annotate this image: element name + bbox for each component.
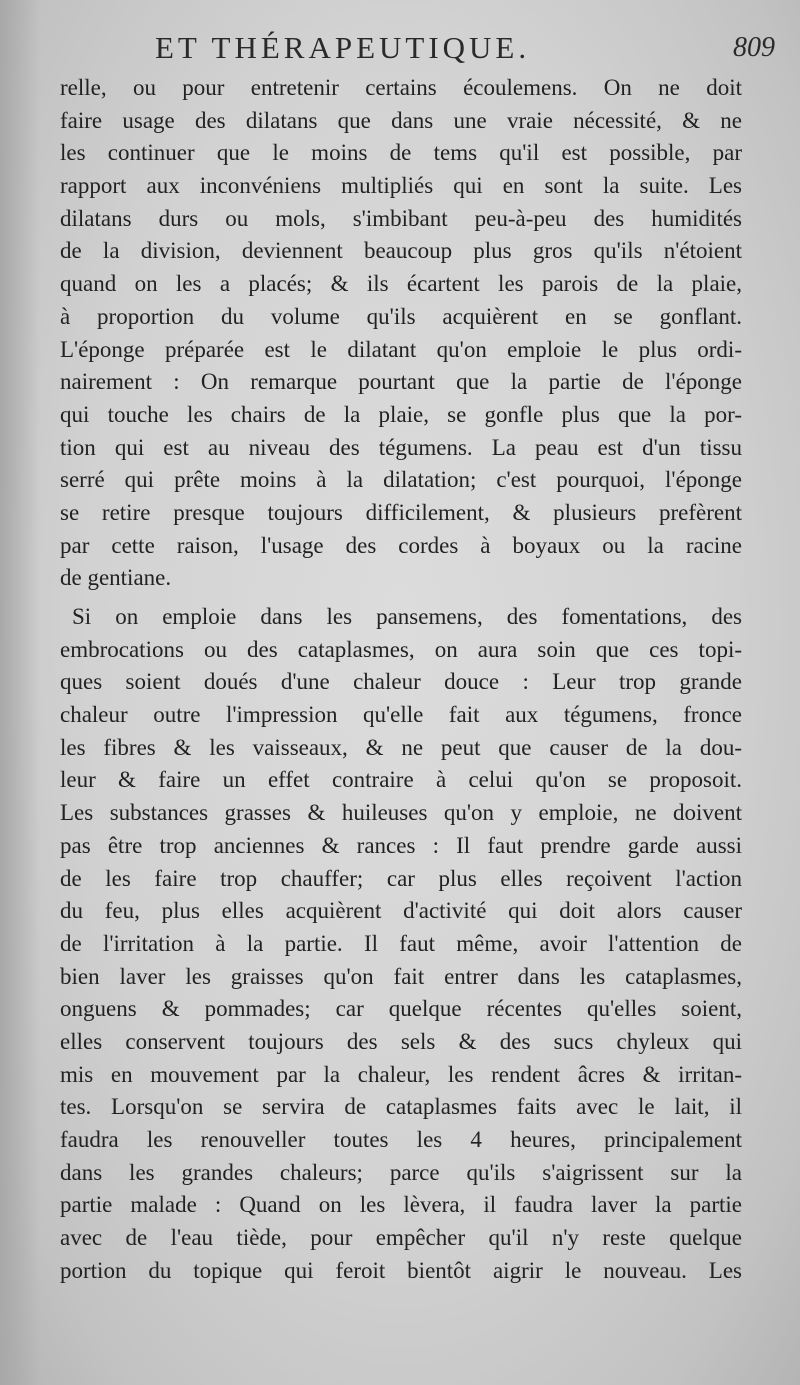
text-line: les continuer que le moins de tems qu'il est possible, par xyxy=(60,140,742,166)
text-line: Si on emploie dans les pansemens, des fomentations, des xyxy=(72,604,742,629)
text-line: tion qui est au niveau des tégumens. La peau est d'un tissu xyxy=(60,434,742,460)
body-text xyxy=(60,72,742,1287)
text-line: se retire presque toujours difficilement, & plusieurs prefèrent xyxy=(60,499,742,525)
text-line: faire usage des dilatans que dans une vraie nécessité, & ne xyxy=(60,107,742,133)
text-line: Les substances grasses & huileuses qu'on y emploie, ne doivent xyxy=(60,800,742,826)
text-line: pas être trop anciennes & rances : Il faut prendre garde aussi xyxy=(60,832,742,858)
text-line: chaleur outre l'impression qu'elle fait aux tégumens, fronce xyxy=(60,702,742,728)
binding-shadow xyxy=(0,0,40,1385)
running-title: ET THÉRAPEUTIQUE. xyxy=(155,30,531,65)
text-line: dans les grandes chaleurs; parce qu'ils s'aigrissent sur la xyxy=(60,1159,742,1185)
text-line: quand on les a placés; & ils écartent les parois de la plaie, xyxy=(60,271,742,297)
text-line: ques soient doués d'une chaleur douce : Leur trop grande xyxy=(60,669,742,695)
text-line: à proportion du volume qu'ils acquièrent en se gonflant. xyxy=(60,303,742,329)
text-line: les fibres & les vaisseaux, & ne peut que causer de la dou- xyxy=(60,734,742,760)
text-line: de l'irritation à la partie. Il faut même, avoir l'attention de xyxy=(60,930,742,956)
text-line: qui touche les chairs de la plaie, se gonfle plus que la por- xyxy=(60,401,742,427)
text-line: L'éponge préparée est le dilatant qu'on emploie le plus ordi- xyxy=(60,336,742,362)
text-line: de gentiane. xyxy=(60,565,172,591)
text-line: mis en mouvement par la chaleur, les rendent âcres & irritan- xyxy=(60,1061,742,1087)
text-line: elles conservent toujours des sels & des sucs chyleux qui xyxy=(60,1028,742,1054)
text-line: par cette raison, l'usage des cordes à boyaux ou la racine xyxy=(60,532,742,558)
text-line: bien laver les graisses qu'on fait entrer dans les cataplasmes, xyxy=(60,963,742,989)
text-line: serré qui prête moins à la dilatation; c'est pourquoi, l'éponge xyxy=(60,467,742,493)
text-line: portion du topique qui feroit bientôt aigrir le nouveau. Les xyxy=(60,1257,742,1283)
text-line: tes. Lorsqu'on se servira de cataplasmes faits avec le lait, il xyxy=(60,1094,742,1120)
text-line: relle, ou pour entretenir certains écoulemens. On ne doit xyxy=(60,75,742,100)
page-header xyxy=(60,28,775,68)
text-line: partie malade : Quand on les lèvera, il faudra laver la partie xyxy=(60,1192,742,1218)
text-line: dilatans durs ou mols, s'imbibant peu-à-peu des humidités xyxy=(60,205,742,231)
paragraph xyxy=(60,72,742,595)
text-line: de la division, deviennent beaucoup plus gros qu'ils n'étoient xyxy=(60,238,742,264)
page-number: 809 xyxy=(733,32,775,63)
text-line: de les faire trop chauffer; car plus elles reçoivent l'action xyxy=(60,865,742,891)
text-line: onguens & pommades; car quelque récentes qu'elles soient, xyxy=(60,996,742,1022)
text-line: rapport aux inconvéniens multipliés qui en sont la suite. Les xyxy=(60,173,742,199)
text-line: nairement : On remarque pourtant que la partie de l'éponge xyxy=(60,369,742,395)
text-line: leur & faire un effet contraire à celui qu'on se proposoit. xyxy=(60,767,742,793)
text-line: avec de l'eau tiède, pour empêcher qu'il n'y reste quelque xyxy=(60,1225,742,1251)
paragraph xyxy=(60,601,742,1287)
text-line: faudra les renouveller toutes les 4 heures, principalement xyxy=(60,1127,742,1152)
text-line: embrocations ou des cataplasmes, on aura soin que ces topi- xyxy=(60,636,742,662)
text-line: du feu, plus elles acquièrent d'activité qui doit alors causer xyxy=(60,898,742,924)
